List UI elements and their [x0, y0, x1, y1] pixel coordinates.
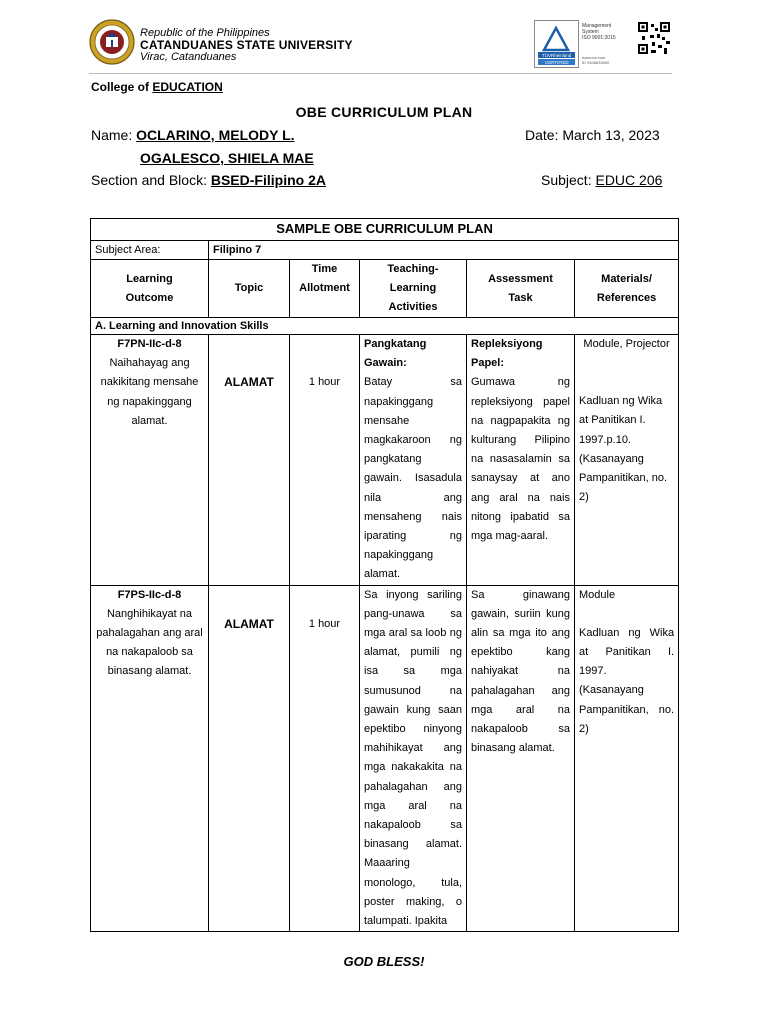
college-line	[91, 80, 223, 94]
iso-certification-badge	[534, 20, 672, 68]
qr-code-icon	[638, 22, 670, 54]
section-label: Section and Block:	[91, 172, 207, 188]
name-line-2	[140, 150, 314, 166]
time-text: 1 hour	[308, 376, 341, 388]
table-title: SAMPLE OBE CURRICULUM PLAN	[91, 219, 679, 241]
activity-title: Pangkatang Gawain:	[364, 338, 427, 370]
header-assessment-2: Task	[508, 291, 533, 304]
cert-label-1: Management	[582, 23, 612, 29]
header-activities-3: Activities	[388, 301, 438, 313]
time-cell	[290, 585, 360, 932]
topic-cell	[209, 585, 290, 932]
materials-primary: Module, Projector	[583, 338, 670, 350]
name-2: OGALESCO, SHIELA MAE	[140, 150, 314, 166]
subject-area-label: Subject Area:	[91, 241, 209, 260]
topic-cell	[209, 335, 290, 586]
cert-id: ID 9108633940	[582, 60, 610, 65]
date-value: March 13, 2023	[562, 127, 660, 143]
header-outcome-2: Outcome	[125, 291, 174, 304]
closing-blessing: GOD BLESS!	[343, 954, 425, 969]
materials-cell	[575, 585, 679, 932]
header-learning-outcome	[91, 260, 209, 318]
outcome-text: Nanghihikayat na pahalagahan ang aral na nakapaloob sa binasang alamat.	[96, 607, 203, 678]
university-name: CATANDUANES STATE UNIVERSITY	[140, 38, 353, 52]
time-cell	[290, 335, 360, 586]
subject-line	[541, 172, 662, 188]
outcome-cell	[91, 335, 209, 586]
assessment-title: Repleksiyong Papel:	[471, 338, 543, 370]
subject-label: Subject:	[541, 172, 592, 188]
name-1: OCLARINO, MELODY L.	[136, 127, 295, 143]
document-title: OBE CURRICULUM PLAN	[295, 104, 473, 120]
university-seal	[89, 19, 135, 65]
materials-primary: Module	[579, 588, 616, 601]
section-line	[91, 172, 326, 188]
header-time-1: Time	[311, 263, 338, 275]
assessment-cell	[467, 585, 575, 932]
header-activities-2: Learning	[389, 282, 437, 294]
section-value: BSED-Filipino 2A	[210, 172, 326, 188]
date-line	[525, 127, 660, 143]
subject-value: EDUC 206	[595, 172, 663, 188]
republic-line: Republic of the Philippines	[140, 27, 270, 39]
header-time-2: Allotment	[299, 282, 350, 294]
section-a-label: A. Learning and Innovation Skills	[91, 318, 679, 335]
activity-text: Batay sa napakinggang mensahe magkakaroon ng pangkatang gawain. Isasadula nila ang mensaheng nais iparating ng napakinggang alamat.	[364, 376, 462, 581]
outcome-code: F7PN-IIc-d-8	[117, 338, 182, 350]
name-label: Name:	[91, 127, 133, 143]
header-assessment	[467, 260, 575, 318]
subject-area-value: Filipino 7	[209, 241, 679, 260]
activity-cell	[360, 585, 467, 932]
header-materials	[575, 260, 679, 318]
university-block	[140, 27, 353, 63]
date-label: Date:	[525, 127, 559, 143]
topic-text: ALAMAT	[224, 616, 274, 631]
header-topic: Topic	[209, 260, 290, 318]
assessment-text: Sa ginawang gawain, suriin kung alin sa mga ito ang epektibo kang nahiyakat na pahalagahan ang mga aral na nakapaloob sa binasang alamat.	[471, 588, 570, 755]
topic-text: ALAMAT	[224, 375, 274, 389]
outcome-code: F7PS-IIc-d-8	[117, 588, 182, 601]
curriculum-plan-table	[90, 218, 679, 932]
materials-reference: Kadluan ng Wika at Panitikan I. 1997. (Kasanayang Pampanitikan, no. 2)	[579, 626, 675, 735]
cert-label-2: System	[582, 29, 599, 35]
header-materials-1: Materials/	[601, 272, 652, 285]
college-name: EDUCATION	[152, 80, 223, 94]
activity-text: Sa inyong sariling pang-unawa sa mga aral sa loob ng alamat, pumili ng isa sa mga sumusunod na gawain kung saan epektibo ninyong mahihikayat ang mga nakakakita na pahalagahan ang mga aral na nakapaloob sa binasang alamat. Maaaring monologo, tula, poster making, o talumpati. Ipakita	[364, 588, 462, 928]
assessment-cell	[467, 335, 575, 586]
cert-certified-text: CERTIFIED	[545, 60, 569, 65]
outcome-text: Naihahayag ang nakikitang mensahe ng napakinggang alamat.	[100, 357, 199, 427]
header-activities	[360, 260, 467, 318]
subject-area-row	[91, 241, 679, 260]
table-row	[91, 585, 679, 932]
header-outcome-1: Learning	[126, 272, 173, 285]
activity-cell	[360, 335, 467, 586]
header-materials-2: References	[596, 291, 657, 304]
header-time-allotment	[290, 260, 360, 318]
cert-brand-text: TÜVRheinland	[542, 53, 572, 58]
table-title-row	[91, 219, 679, 241]
table-row	[91, 335, 679, 586]
table-header-row	[91, 260, 679, 318]
cert-url: www.tuv.com	[582, 55, 606, 60]
header-activities-1: Teaching-	[387, 263, 439, 275]
name-line	[91, 127, 295, 143]
materials-cell	[575, 335, 679, 586]
header-divider	[89, 73, 672, 74]
cert-label-3: ISO 9001:2015	[582, 35, 616, 41]
materials-reference: Kadluan ng Wika at Panitikan I. 1997.p.10. (Kasanayang Pampanitikan, no. 2)	[579, 395, 668, 504]
college-prefix: College of	[91, 80, 150, 94]
university-location: Virac, Catanduanes	[140, 51, 237, 63]
section-a-row	[91, 318, 679, 335]
time-text: 1 hour	[308, 617, 341, 630]
assessment-text: Gumawa ng repleksiyong papel na nagpapakita ng kulturang Pilipino na nasasalamin sa sanaysay at ano ang aral na nais nitong ipabatid sa mga mag-aaral.	[471, 376, 570, 543]
outcome-cell	[91, 585, 209, 932]
header-assessment-1: Assessment	[488, 272, 553, 285]
